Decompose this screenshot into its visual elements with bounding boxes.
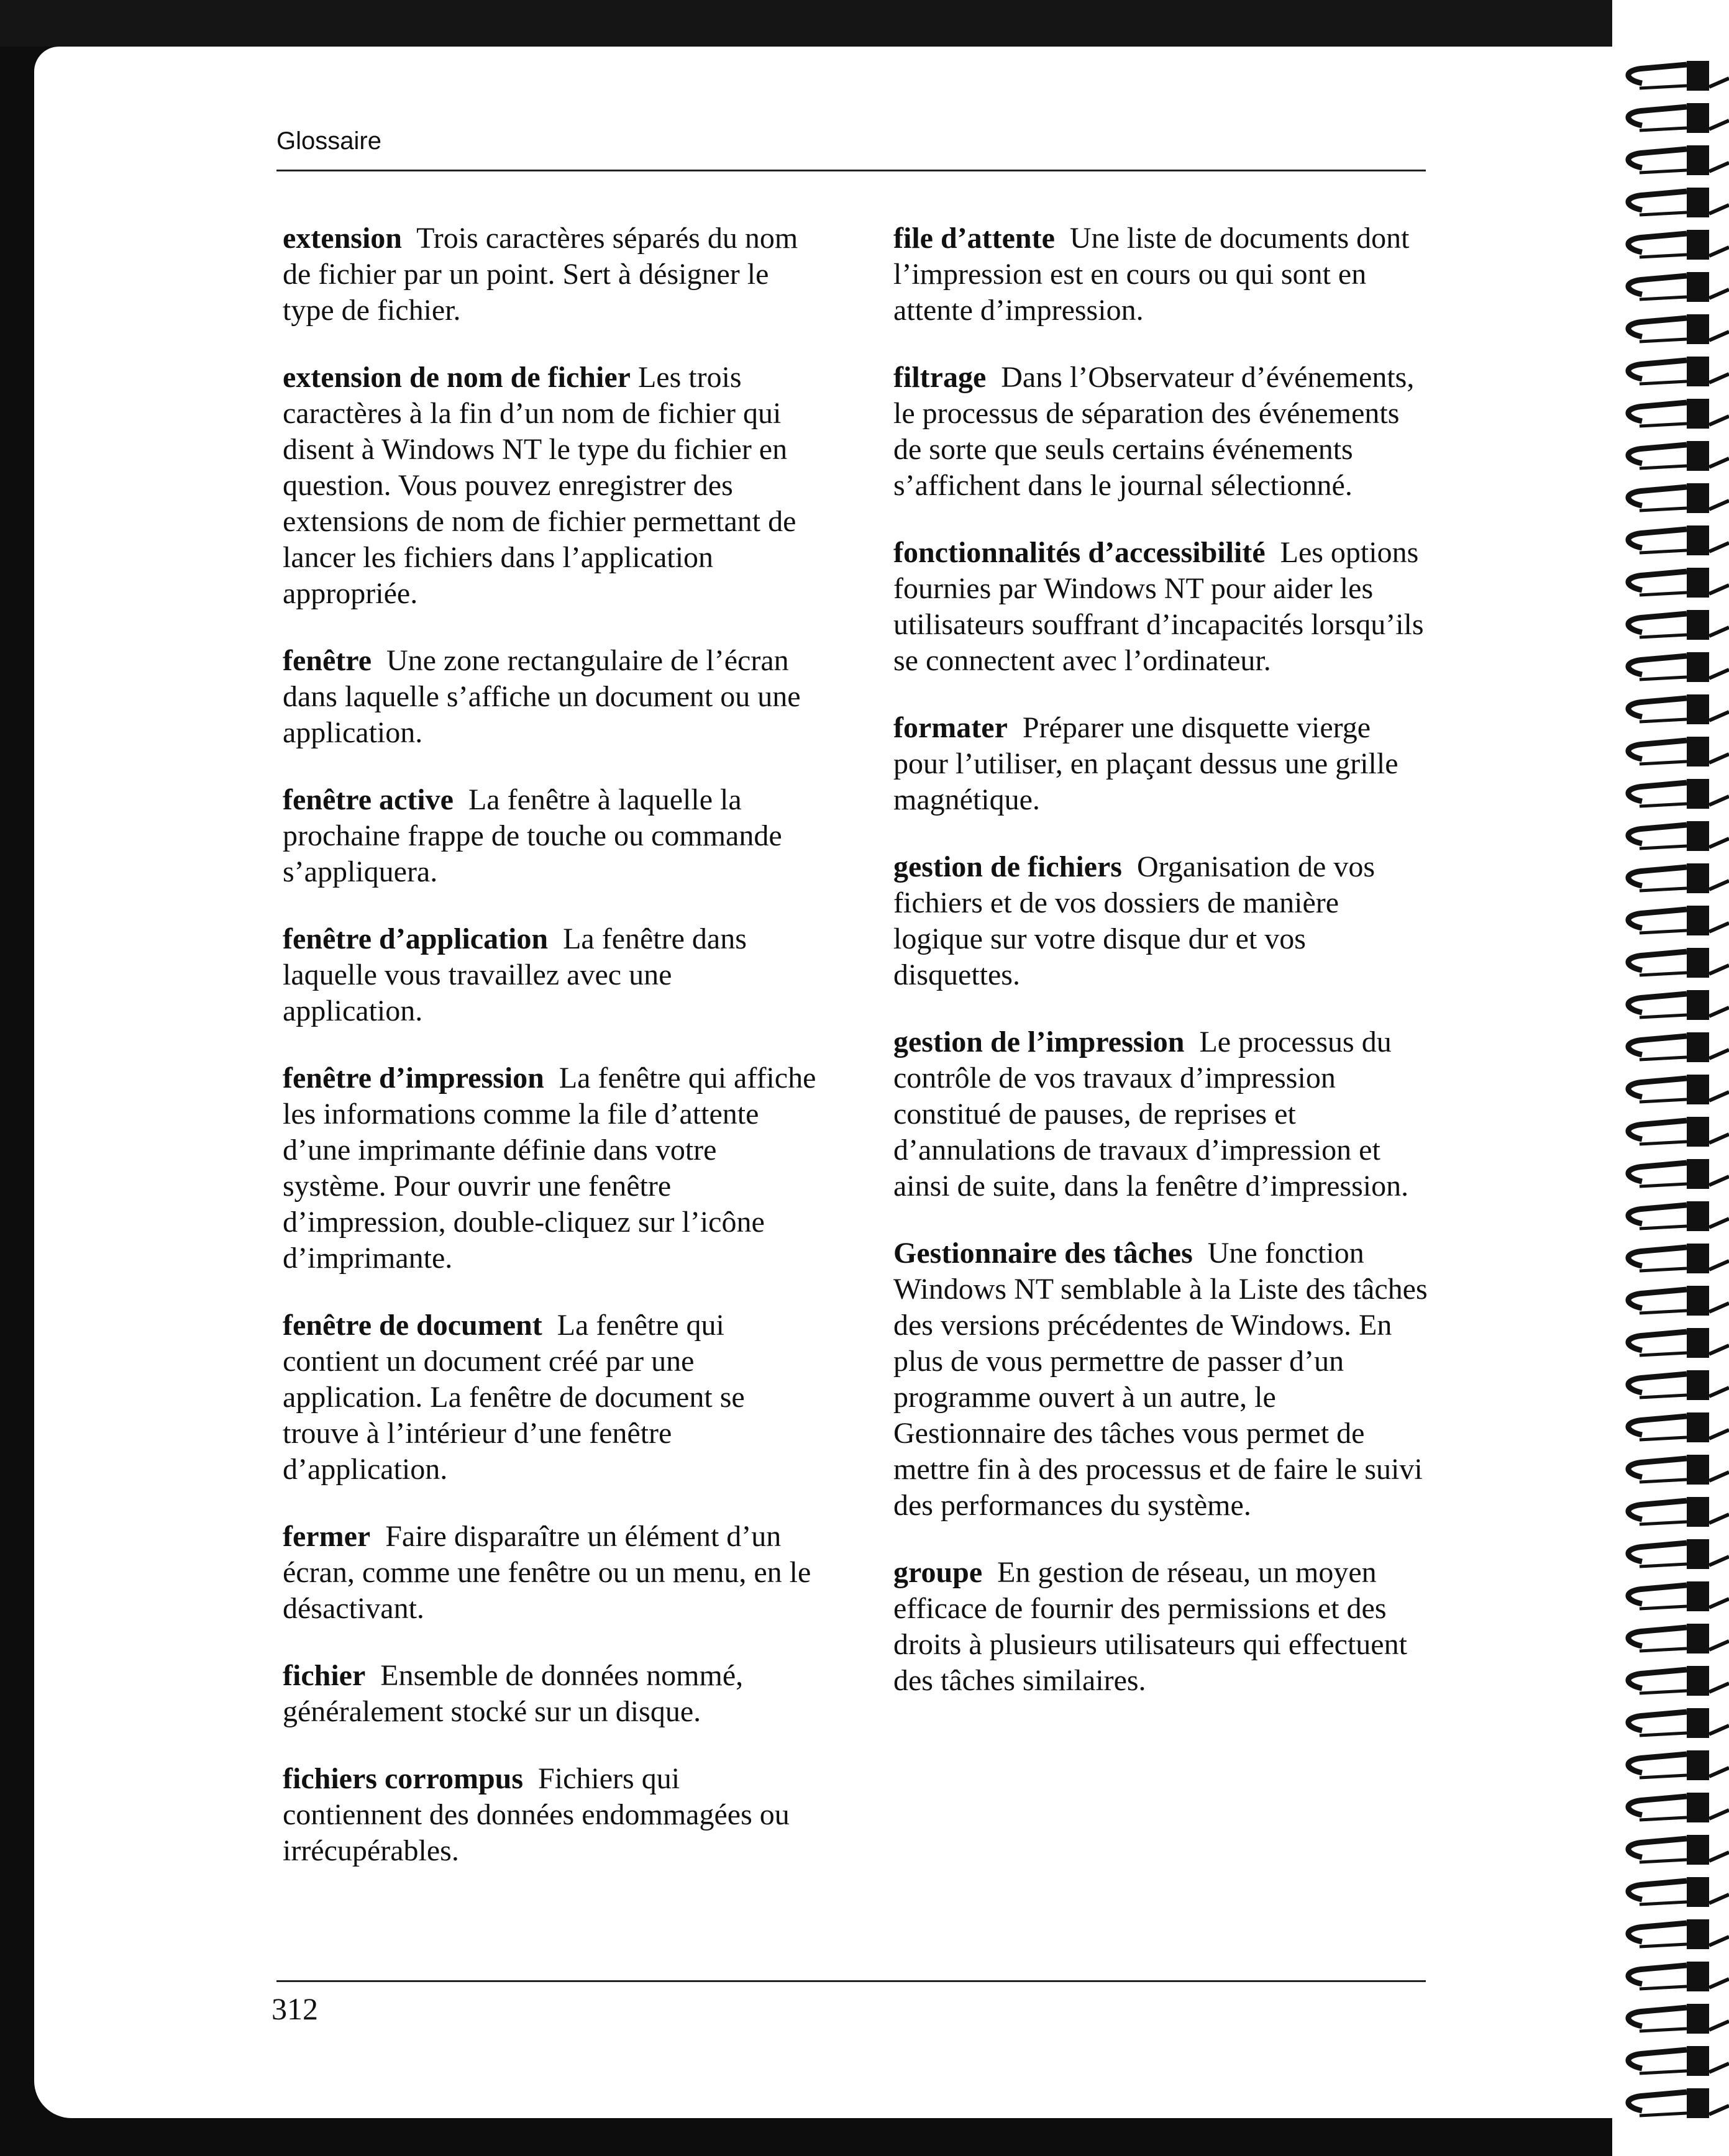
glossary-definition: Les trois caractères à la fin d’un nom de fichier qui disent à Windows NT le type du fichier en question. Vous pouvez enregistrer des extensions de nom de fichier permettant de lancer les fichiers dans l’application appropriée. bbox=[283, 361, 796, 610]
glossary-entry bbox=[283, 1519, 817, 1627]
glossary-definition: Le processus du contrôle de vos travaux d’impression constitué de pauses, de reprises et d’annulations de travaux d’impression et ainsi de suite, dans la fenêtre d’impression. bbox=[893, 1026, 1409, 1203]
glossary-right-column bbox=[893, 221, 1428, 1730]
glossary-term: fichier bbox=[283, 1659, 366, 1692]
glossary-term: extension de nom de fichier bbox=[283, 361, 631, 394]
page-number: 312 bbox=[271, 1991, 318, 2026]
glossary-term: file d’attente bbox=[893, 222, 1055, 255]
glossary-entry bbox=[893, 849, 1428, 993]
glossary-entry bbox=[283, 921, 817, 1029]
glossary-definition: Faire disparaître un élément d’un écran, comme une fenêtre ou un menu, en le désactivant. bbox=[283, 1520, 811, 1625]
header-rule bbox=[276, 170, 1426, 171]
glossary-entry bbox=[893, 710, 1428, 818]
page-header-title: Glossaire bbox=[276, 127, 381, 155]
scan-background bbox=[0, 0, 1729, 47]
glossary-definition: Préparer une disquette vierge pour l’utiliser, en plaçant dessus une grille magnétique. bbox=[893, 711, 1398, 816]
glossary-entry bbox=[283, 360, 817, 612]
glossary-left-column bbox=[283, 221, 817, 1900]
glossary-term: fonctionnalités d’accessibilité bbox=[893, 536, 1266, 569]
glossary-entry bbox=[893, 360, 1428, 504]
glossary-definition: Dans l’Observateur d’événements, le processus de séparation des événements de sorte que seuls certains événements s’affichent dans le journal sélectionné. bbox=[893, 361, 1415, 502]
glossary-entry bbox=[893, 221, 1428, 329]
glossary-entry bbox=[893, 535, 1428, 679]
glossary-term: gestion de fichiers bbox=[893, 850, 1122, 883]
glossary-entry bbox=[283, 1761, 817, 1869]
glossary-term: fenêtre active bbox=[283, 783, 454, 816]
glossary-term: fichiers corrompus bbox=[283, 1762, 524, 1795]
glossary-entry bbox=[893, 1555, 1428, 1699]
glossary-term: Gestionnaire des tâches bbox=[893, 1237, 1193, 1270]
glossary-definition: La fenêtre à laquelle la prochaine frappe de touche ou commande s’appliquera. bbox=[283, 783, 782, 888]
glossary-entry bbox=[283, 1060, 817, 1276]
glossary-term: fermer bbox=[283, 1520, 371, 1553]
glossary-term: groupe bbox=[893, 1556, 983, 1589]
spiral-binding bbox=[1612, 0, 1729, 2156]
glossary-term: fenêtre d’application bbox=[283, 922, 549, 955]
glossary-definition: La fenêtre dans laquelle vous travaillez avec une application. bbox=[283, 922, 747, 1027]
glossary-definition: Une zone rectangulaire de l’écran dans laquelle s’affiche un document ou une application. bbox=[283, 644, 801, 749]
glossary-entry bbox=[283, 1658, 817, 1730]
glossary-definition: En gestion de réseau, un moyen efficace de fournir des permissions et des droits à plusieurs utilisateurs qui effectuent des tâches similaires. bbox=[893, 1556, 1407, 1697]
glossary-term: filtrage bbox=[893, 361, 987, 394]
glossary-definition: Une fonction Windows NT semblable à la Liste des tâches des versions précédentes de Windows. En plus de vous permettre de passer d’un programme ouvert à un autre, le Gestionnaire des tâches vous permet de mettre fin à des processus et de faire le suivi des performances du système. bbox=[893, 1237, 1428, 1522]
glossary-definition: Organisation de vos fichiers et de vos dossiers de manière logique sur votre disque dur et vos disquettes. bbox=[893, 850, 1375, 991]
glossary-term: gestion de l’impression bbox=[893, 1026, 1185, 1058]
glossary-definition: Les options fournies par Windows NT pour aider les utilisateurs souffrant d’incapacités lorsqu’ils se connectent avec l’ordinateur. bbox=[893, 536, 1424, 677]
glossary-definition: Ensemble de données nommé, généralement stocké sur un disque. bbox=[283, 1659, 744, 1728]
glossary-term: fenêtre d’impression bbox=[283, 1062, 544, 1094]
glossary-entry bbox=[283, 1308, 817, 1488]
glossary-term: extension bbox=[283, 222, 402, 255]
glossary-term: fenêtre bbox=[283, 644, 372, 677]
glossary-entry bbox=[893, 1024, 1428, 1204]
glossary-definition: La fenêtre qui affiche les informations comme la file d’attente d’une imprimante définie dans votre système. Pour ouvrir une fenêtre d’impression, double-cliquez sur l’icône d’imprimante. bbox=[283, 1062, 816, 1275]
glossary-term: fenêtre de document bbox=[283, 1309, 542, 1342]
footer-rule bbox=[276, 1980, 1426, 1982]
glossary-entry bbox=[893, 1235, 1428, 1524]
glossary-term: formater bbox=[893, 711, 1008, 744]
glossary-entry bbox=[283, 782, 817, 890]
glossary-definition: Trois caractères séparés du nom de fichier par un point. Sert à désigner le type de fichier. bbox=[283, 222, 798, 327]
glossary-entry bbox=[283, 643, 817, 751]
glossary-definition: Une liste de documents dont l’impression est en cours ou qui sont en attente d’impression. bbox=[893, 222, 1410, 327]
glossary-entry bbox=[283, 221, 817, 329]
glossary-definition: Fichiers qui contiennent des données endommagées ou irrécupérables. bbox=[283, 1762, 790, 1867]
glossary-definition: La fenêtre qui contient un document créé par une application. La fenêtre de document se trouve à l’intérieur d’une fenêtre d’application. bbox=[283, 1309, 745, 1486]
